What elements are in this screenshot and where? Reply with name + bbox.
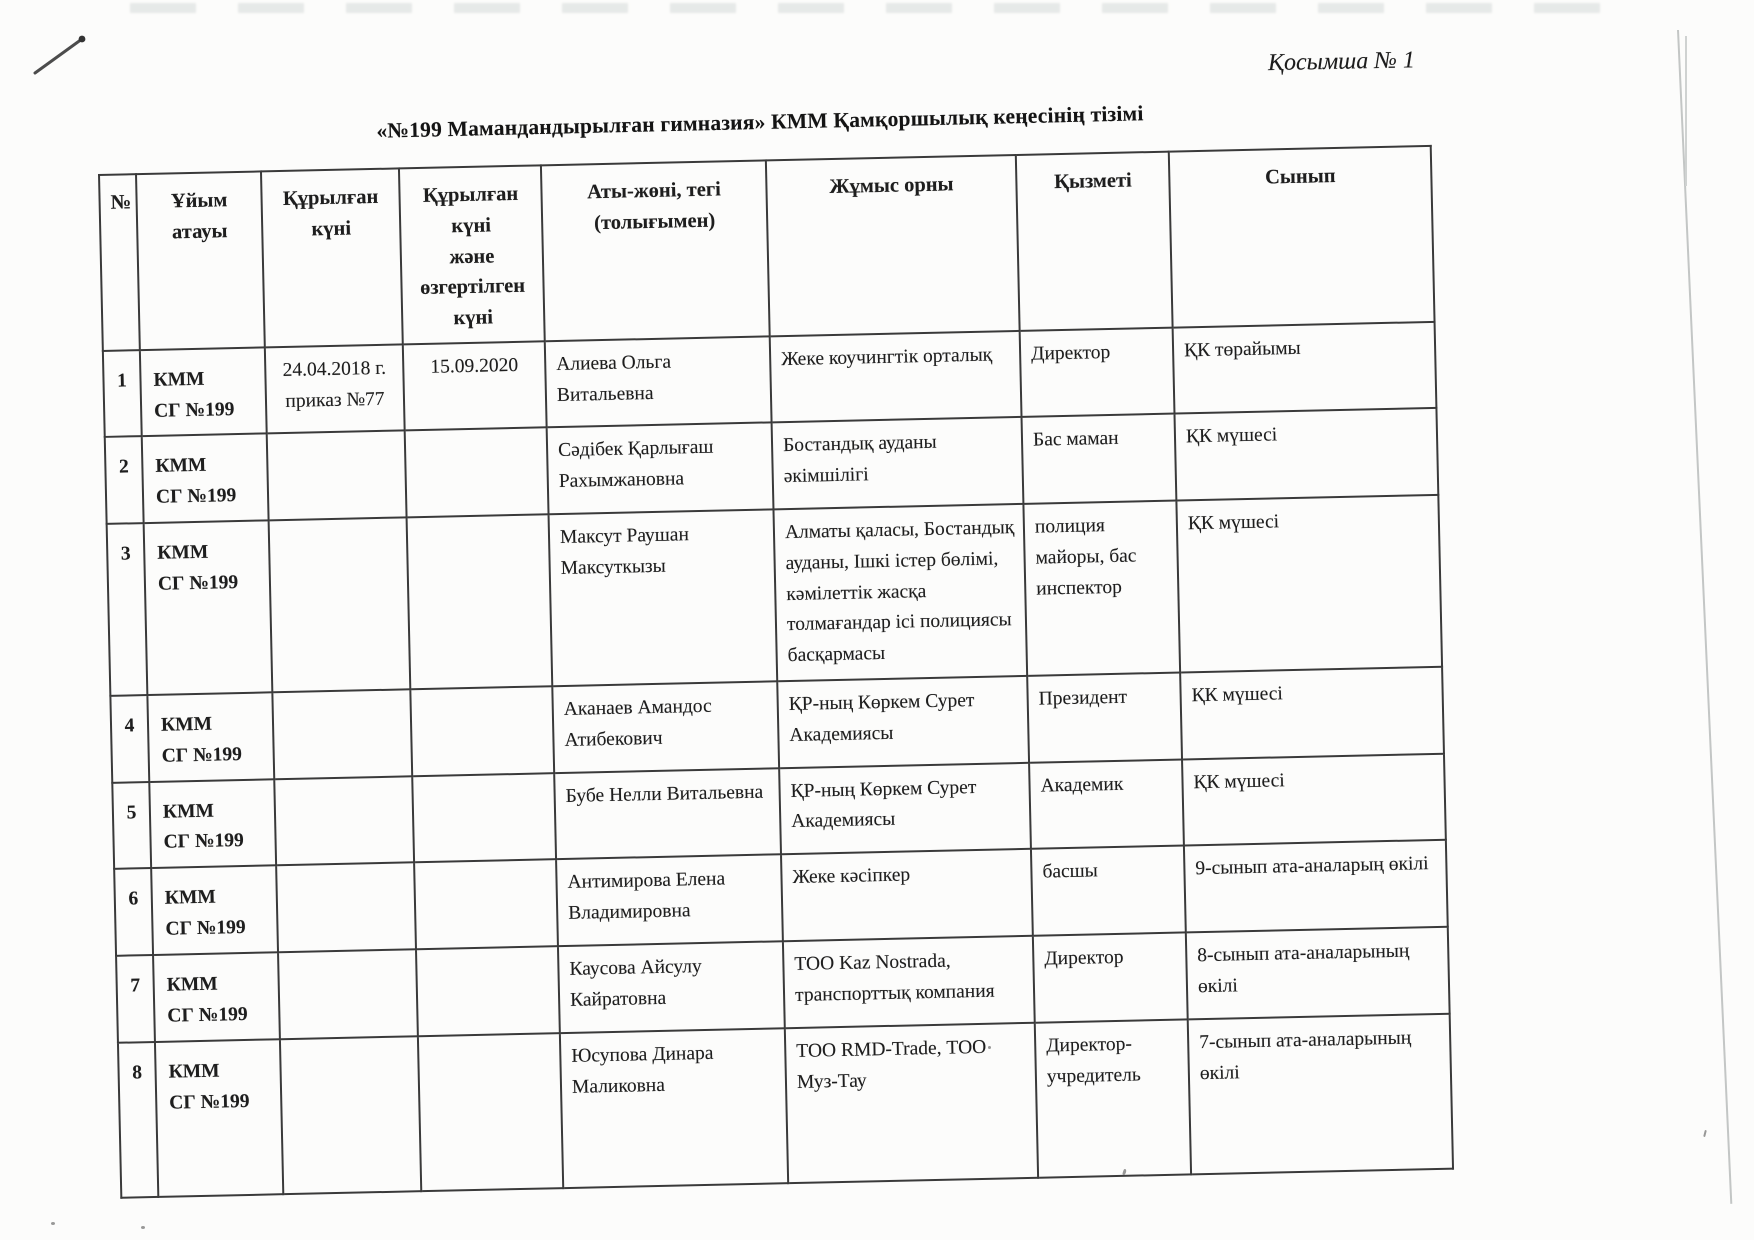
cell-changed — [416, 946, 560, 1036]
cell-work: ҚР-ның Көркем Сурет Академиясы — [777, 676, 1029, 768]
cell-work: ҚР-ның Көркем Сурет Академиясы — [779, 762, 1031, 854]
cell-class: ҚК мүшесі — [1182, 753, 1446, 845]
cell-name: Алиева Ольга Витальевна — [545, 336, 772, 427]
column-header-num: № — [99, 174, 140, 351]
column-header-changed: Құрылған күні және өзгертілген күні — [399, 165, 545, 344]
scan-speck — [1703, 1130, 1707, 1137]
cell-org: КММ СГ №199 — [147, 692, 274, 781]
cell-org: КММ СГ №199 — [142, 434, 269, 523]
cell-name: Каусова Айсулу Кайратовна — [558, 941, 785, 1032]
page-title: «№199 Мамандандырылған гимназия» КММ Қамқоршылық кеңесінің тізімі — [376, 101, 1144, 143]
cell-position: Директор-учредитель — [1035, 1019, 1191, 1177]
cell-name: Бубе Нелли Витальевна — [554, 768, 781, 859]
scan-speck — [988, 1046, 991, 1049]
cell-org: КММ СГ №199 — [140, 347, 267, 436]
cell-changed — [414, 859, 558, 949]
cell-class: 8-сынып ата-аналарының өкілі — [1186, 927, 1450, 1019]
cell-org: КММ СГ №199 — [151, 865, 278, 955]
cell-work: Алматы қаласы, Бостандық ауданы, Ішкі істер бөлімі, кәмілеттік жасқа толмағандар ісі полициясы басқармасы — [773, 504, 1027, 681]
cell-org: КММ СГ №199 — [153, 952, 280, 1041]
cell-changed — [410, 686, 554, 776]
scan-artifact-top-band — [130, 3, 1630, 13]
cell-position: Академик — [1029, 759, 1184, 849]
cell-created — [278, 949, 418, 1039]
cell-position: Директор — [1020, 327, 1175, 417]
cell-class: 9-сынып ата-аналарың өкілі — [1184, 840, 1448, 933]
cell-created: 24.04.2018 г. приказ №77 — [265, 344, 405, 434]
cell-num: 7 — [116, 955, 155, 1042]
cell-work: Жеке коучингтік орталық — [770, 331, 1022, 423]
cell-created — [280, 1036, 421, 1194]
table-row — [118, 1013, 1453, 1197]
cell-num: 1 — [103, 350, 142, 437]
cell-org: КММ СГ №199 — [144, 520, 273, 695]
cell-num: 5 — [112, 782, 151, 869]
table-row — [107, 495, 1442, 696]
cell-name: Юсупова Динара Маликовна — [560, 1028, 788, 1188]
cell-created — [269, 517, 411, 692]
cell-created — [272, 689, 412, 779]
cell-position: Президент — [1027, 672, 1182, 762]
column-header-created: Құрылған күні — [261, 168, 403, 347]
cell-changed — [407, 514, 553, 689]
cell-class: ҚК төрайымы — [1173, 322, 1437, 414]
cell-num: 3 — [107, 523, 148, 696]
cell-name: Аканаев Амандос Атибекович — [552, 681, 779, 772]
pen-mark — [25, 30, 105, 90]
cell-created — [276, 862, 416, 952]
cell-position: басшы — [1031, 846, 1186, 936]
column-header-name: Аты-жөні, тегі (толығымен) — [541, 160, 770, 341]
scan-artifact-right-edge-2 — [1685, 36, 1687, 186]
cell-org: КММ СГ №199 — [149, 779, 276, 868]
cell-num: 8 — [118, 1042, 158, 1198]
table-header-row — [99, 146, 1435, 351]
cell-position: полиция майоры, бас инспектор — [1023, 500, 1180, 675]
cell-changed: 15.09.2020 — [403, 341, 547, 431]
cell-class: ҚК мүшесі — [1180, 667, 1444, 759]
column-header-work: Жұмыс орны — [766, 155, 1020, 336]
cell-class: 7-сынып ата-аналарының өкілі — [1188, 1013, 1453, 1174]
scan-artifact-right-edge — [1677, 30, 1732, 1204]
trustees-table — [98, 145, 1454, 1199]
column-header-class: Сынып — [1169, 146, 1435, 327]
cell-class: ҚК мүшесі — [1174, 408, 1438, 500]
column-header-position: Қызметі — [1016, 152, 1173, 331]
cell-work: Бостандық ауданы әкімшілігі — [772, 417, 1024, 509]
cell-name: Сәдібек Қарлығаш Рахымжановна — [547, 423, 774, 514]
cell-work: ТОО RMD-Trade, ТОО Муз-Тау — [785, 1022, 1038, 1182]
cell-num: 4 — [110, 695, 149, 782]
cell-changed — [405, 428, 549, 518]
cell-work: ТОО Kaz Nostrada, транспорттық компания — [783, 936, 1035, 1028]
cell-num: 6 — [114, 868, 153, 956]
cell-work: Жеке кәсіпкер — [781, 849, 1033, 941]
cell-class: ҚК мүшесі — [1176, 495, 1442, 673]
column-header-org: Ұйым атауы — [136, 171, 265, 349]
cell-position: Бас маман — [1022, 414, 1177, 504]
scan-speck — [141, 1226, 145, 1229]
cell-org: КММ СГ №199 — [155, 1039, 283, 1197]
cell-name: Антимирова Елена Владимировна — [556, 854, 783, 946]
appendix-label: Қосымша № 1 — [1267, 47, 1416, 77]
cell-name: Максут Раушан Максуткызы — [549, 509, 778, 686]
cell-position: Директор — [1033, 933, 1188, 1023]
cell-num: 2 — [105, 436, 144, 523]
cell-created — [267, 431, 407, 521]
cell-changed — [412, 773, 556, 863]
scan-speck — [51, 1222, 55, 1225]
cell-changed — [418, 1033, 563, 1191]
cell-created — [274, 776, 414, 866]
